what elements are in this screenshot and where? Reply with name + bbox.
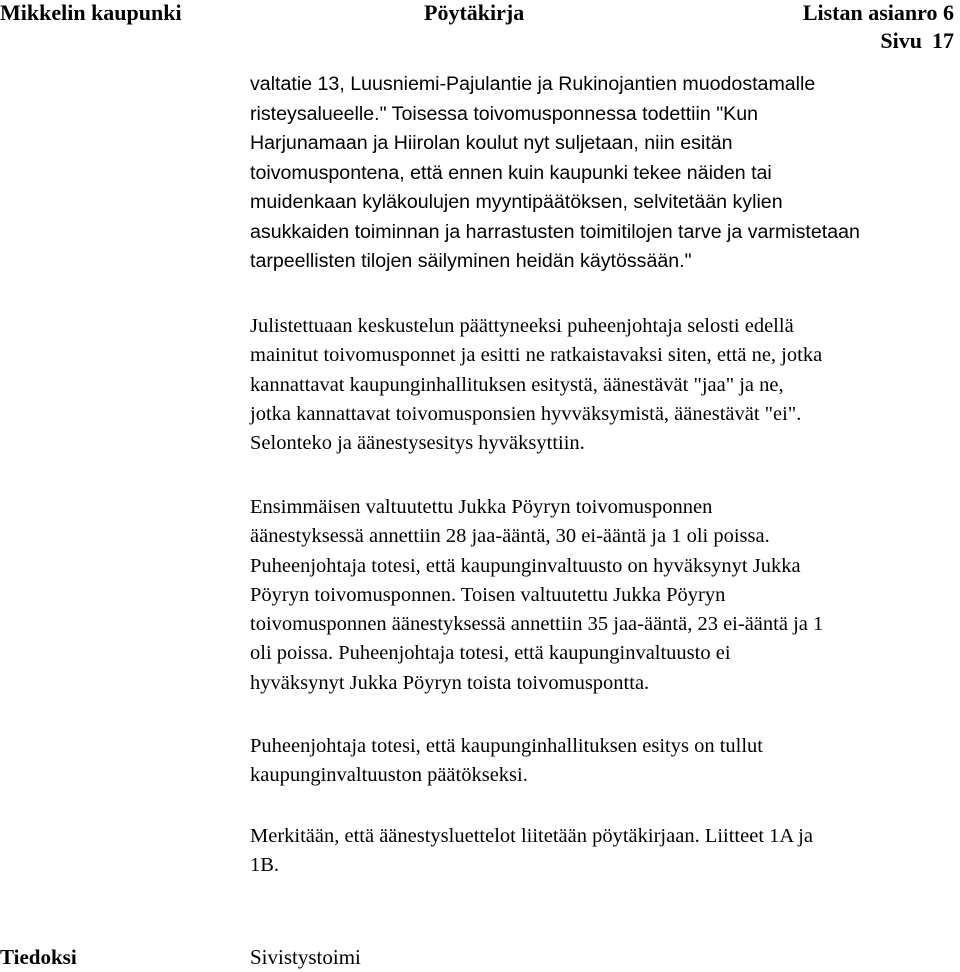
paragraph-4 xyxy=(250,732,958,791)
paragraph-line: toivomusponnen äänestyksessä annettiin 35 jaa-ääntä, 23 ei-ääntä ja 1 xyxy=(250,613,824,636)
paragraph-3 xyxy=(250,493,958,698)
paragraph-line: Puheenjohtaja totesi, että kaupunginvaltuusto on hyväksynyt Jukka xyxy=(250,554,801,577)
paragraph-line: oli poissa. Puheenjohtaja totesi, että kaupunginvaltuusto ei xyxy=(250,642,731,665)
paragraph-line: Julistettuaan keskustelun päättyneeksi puheenjohtaja selosti edellä xyxy=(250,315,794,337)
paragraph-1 xyxy=(250,70,958,277)
paragraph-line: hyväksynyt Jukka Pöyryn toista toivomuspontta. xyxy=(250,671,650,694)
paragraph-line: 1B. xyxy=(250,854,280,877)
paragraph-line: Harjunamaan ja Hiirolan koulut nyt suljetaan, niin esitän xyxy=(250,132,733,154)
header-city: Mikkelin kaupunki xyxy=(0,0,182,25)
page-label: Sivu xyxy=(880,28,922,53)
page-number: 17 xyxy=(932,28,954,53)
paragraph-5 xyxy=(250,822,958,881)
paragraph-line: toivomuspontena, että ennen kuin kaupunki tekee näiden tai xyxy=(250,161,772,184)
paragraph-line: Ensimmäisen valtuutettu Jukka Pöyryn toivomusponnen xyxy=(250,496,713,518)
paragraph-line: tarpeellisten tilojen säilyminen heidän käytössään." xyxy=(250,250,692,272)
paragraph-line: Pöyryn toivomusponnen. Toisen valtuutettu Jukka Pöyryn xyxy=(250,583,726,606)
paragraph-line: Puheenjohtaja totesi, että kaupunginhallituksen esitys on tullut xyxy=(250,735,763,757)
paragraph-2 xyxy=(250,312,958,458)
paragraph-line: asukkaiden toiminnan ja harrastusten toimitilojen tarve ja varmistetaan xyxy=(250,220,860,243)
paragraph-line: kaupunginvaltuuston päätökseksi. xyxy=(250,764,528,787)
header-doc-type: Pöytäkirja xyxy=(424,0,525,25)
paragraph-line: muidenkaan kyläkoulujen myyntipäätöksen, selvitetään kylien xyxy=(250,191,783,213)
paragraph-line: kannattavat kaupunginhallituksen esitystä, äänestävät "jaa" ja ne, xyxy=(250,373,784,396)
paragraph-line: Selonteko ja äänestysesitys hyväksyttiin. xyxy=(250,432,585,455)
paragraph-line: valtatie 13, Luusniemi-Pajulantie ja Rukinojantien muodostamalle xyxy=(250,73,816,95)
footer-value: Sivistystoimi xyxy=(250,945,361,969)
header-page xyxy=(880,28,954,54)
footer-label: Tiedoksi xyxy=(0,945,77,969)
paragraph-line: äänestyksessä annettiin 28 jaa-ääntä, 30 ei-ääntä ja 1 oli poissa. xyxy=(250,525,770,548)
paragraph-line: mainitut toivomusponnet ja esitti ne ratkaistavaksi siten, että ne, jotka xyxy=(250,344,823,367)
paragraph-line: jotka kannattavat toivomusponsien hyvväksymistä, äänestävät "ei". xyxy=(250,402,802,425)
paragraph-line: risteysalueelle." Toisessa toivomusponnessa todettiin "Kun xyxy=(250,102,759,125)
paragraph-line: Merkitään, että äänestysluettelot liitetään pöytäkirjaan. Liitteet 1A ja xyxy=(250,825,813,847)
header-item-number: Listan asianro 6 xyxy=(802,0,954,25)
